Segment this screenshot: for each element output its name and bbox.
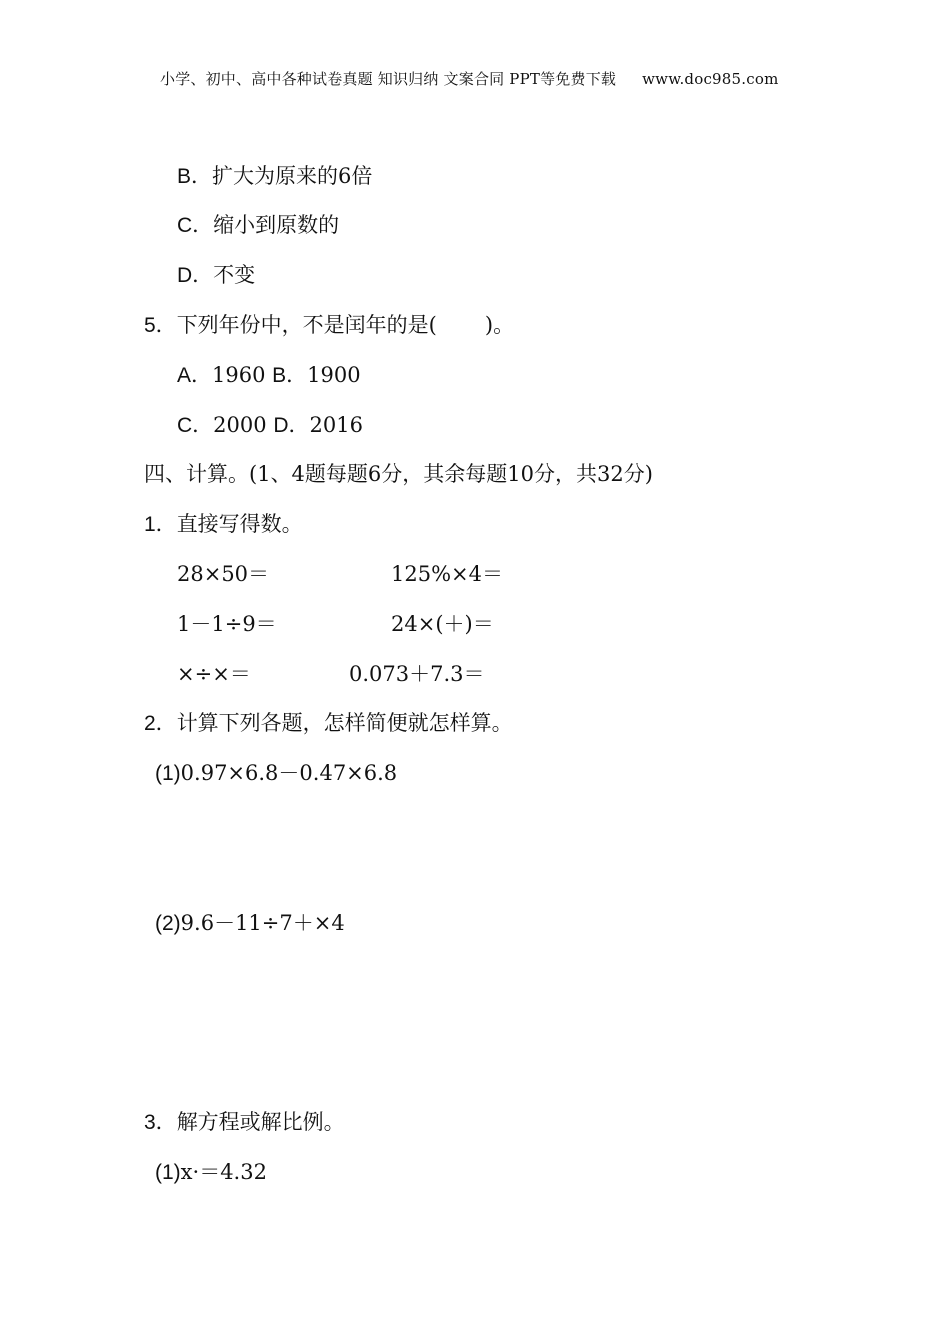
q4-option-d (177, 262, 255, 289)
calc-item: 1－1÷9＝ (177, 612, 277, 636)
option-text: 扩大为原来的6倍 (212, 164, 373, 188)
option-letter: D． (177, 264, 214, 287)
calc-item: ×÷×＝ (177, 662, 251, 686)
problem-2-title (144, 710, 513, 737)
sub-problem-expr: 0.97×6.8－0.47×6.8 (180, 761, 398, 785)
header-site: www.doc985.com (642, 70, 779, 88)
page-header (160, 68, 779, 89)
option-text: 2000 (213, 413, 267, 437)
question-text: 下列年份中，不是闰年的是( (176, 313, 437, 337)
problem-text: 计算下列各题，怎样简便就怎样算。 (176, 711, 513, 735)
option-letter: D． (273, 414, 310, 437)
option-text: 不变 (213, 263, 256, 287)
question-text-end: )。 (484, 313, 515, 337)
problem-1-title (144, 511, 303, 538)
problem-text: 直接写得数。 (176, 512, 303, 536)
q5-stem (144, 312, 514, 339)
q4-option-b (177, 163, 372, 190)
problem-number: 1． (144, 513, 177, 536)
q4-option-c (177, 212, 339, 239)
option-text: 1900 (307, 363, 361, 387)
problem-text: 解方程或解比例。 (176, 1110, 345, 1134)
option-letter: C． (177, 214, 214, 237)
sub-problem-label: (1) (155, 762, 181, 785)
section-heading: 四、计算。(1、4题每题6分，其余每题10分，共32分) (144, 462, 653, 486)
problem-3-title (144, 1109, 345, 1136)
sub-problem-expr: 9.6－11÷7＋×4 (180, 911, 345, 935)
calc-item: 125%×4＝ (391, 562, 503, 586)
sub-problem-label: (1) (155, 1161, 181, 1184)
option-text: 1960 (212, 363, 266, 387)
option-letter: C． (177, 414, 214, 437)
sub-problem (155, 910, 345, 937)
question-number: 5． (144, 314, 177, 337)
option-text: 2016 (309, 413, 363, 437)
sub-problem (155, 760, 397, 787)
option-letter: A． (177, 364, 213, 387)
header-text: 小学、初中、高中各种试卷真题 知识归纳 文案合同 PPT等免费下载 (160, 70, 617, 88)
q5-options-row2 (177, 412, 363, 439)
sub-problem-label: (2) (155, 912, 181, 935)
calc-item: 0.073＋7.3＝ (349, 662, 485, 686)
calc-item: 28×50＝ (177, 562, 270, 586)
problem-number: 3． (144, 1111, 177, 1134)
option-letter: B． (272, 364, 308, 387)
q5-options-row1 (177, 362, 361, 389)
option-letter: B． (177, 165, 213, 188)
sub-problem (155, 1159, 267, 1186)
calc-item: 24×(＋)＝ (391, 612, 494, 636)
option-text: 缩小到原数的 (213, 213, 340, 237)
sub-problem-expr: x·＝4.32 (180, 1160, 267, 1184)
problem-number: 2． (144, 712, 177, 735)
